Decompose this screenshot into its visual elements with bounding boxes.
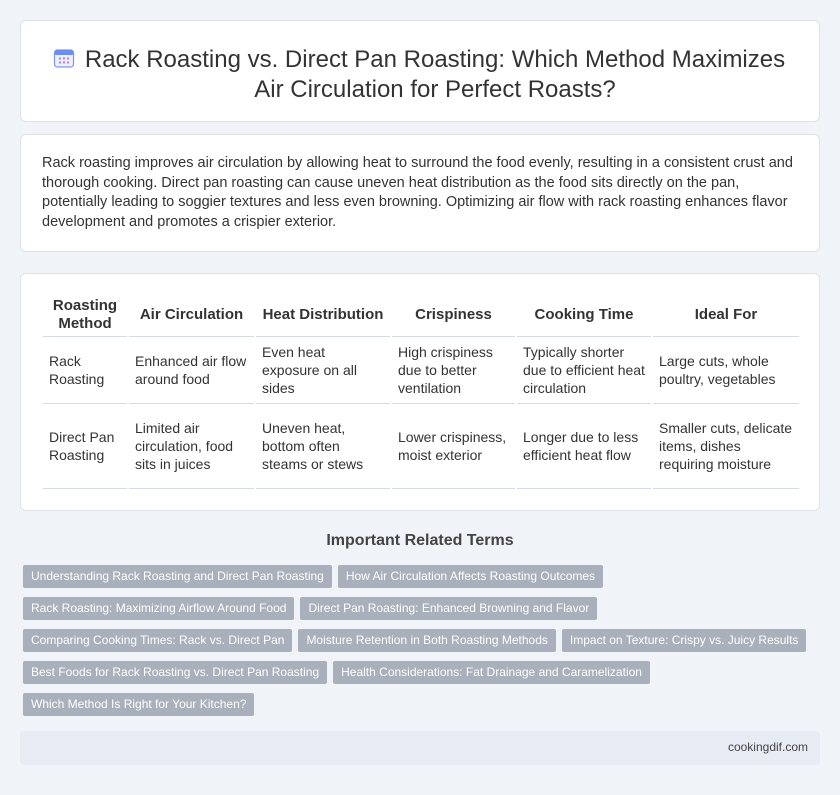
table-cell: Even heat exposure on all sides bbox=[255, 336, 391, 403]
table-cell: Typically shorter due to efficient heat circulation bbox=[516, 336, 652, 403]
related-tag[interactable]: Rack Roasting: Maximizing Airflow Around Food bbox=[23, 597, 294, 620]
column-header: Cooking Time bbox=[516, 294, 652, 336]
comparison-table bbox=[43, 294, 799, 489]
related-tag[interactable]: Direct Pan Roasting: Enhanced Browning and Flavor bbox=[300, 597, 597, 620]
table-cell: Lower crispiness, moist exterior bbox=[391, 403, 516, 488]
summary-card bbox=[20, 134, 820, 252]
column-header: Crispiness bbox=[391, 294, 516, 336]
column-header: Ideal For bbox=[652, 294, 799, 336]
column-header: Heat Distribution bbox=[255, 294, 391, 336]
page-title: Rack Roasting vs. Direct Pan Roasting: Which Method Maximizes Air Circulation for Perfect Roasts? bbox=[84, 46, 786, 103]
related-tag[interactable]: Understanding Rack Roasting and Direct Pan Roasting bbox=[23, 565, 332, 588]
table-header-row bbox=[43, 294, 799, 336]
title-card bbox=[20, 20, 820, 122]
table-cell: Direct Pan Roasting bbox=[43, 403, 128, 488]
column-header: Roasting Method bbox=[43, 294, 128, 336]
table-cell: Uneven heat, bottom often steams or stews bbox=[255, 403, 391, 488]
related-tag[interactable]: Moisture Retention in Both Roasting Methods bbox=[298, 629, 555, 652]
related-tag[interactable]: Which Method Is Right for Your Kitchen? bbox=[23, 693, 254, 716]
table-cell: Limited air circulation, food sits in juices bbox=[128, 403, 255, 488]
table-cell: Large cuts, whole poultry, vegetables bbox=[652, 336, 799, 403]
table-cell: Smaller cuts, delicate items, dishes requiring moisture bbox=[652, 403, 799, 488]
table-cell: High crispiness due to better ventilation bbox=[391, 336, 516, 403]
column-header: Air Circulation bbox=[128, 294, 255, 336]
table-cell: Rack Roasting bbox=[43, 336, 128, 403]
related-tag[interactable]: Impact on Texture: Crispy vs. Juicy Results bbox=[562, 629, 807, 652]
related-terms-heading: Important Related Terms bbox=[326, 532, 514, 549]
summary-text: Rack roasting improves air circulation by allowing heat to surround the food evenly, resulting in a consistent crust and thorough cooking. Direct pan roasting can cause uneven heat distribution as the food sits directly on the pan, potentially leading to soggier textures and less even browning. Optimizing air flow with rack roasting enhances flavor development and promotes a crispier exterior. bbox=[42, 155, 793, 230]
table-cell: Enhanced air flow around food bbox=[128, 336, 255, 403]
related-tag[interactable]: Comparing Cooking Times: Rack vs. Direct Pan bbox=[23, 629, 292, 652]
related-tag[interactable]: Health Considerations: Fat Drainage and Caramelization bbox=[333, 661, 650, 684]
footer-site-link[interactable]: cookingdif.com bbox=[727, 740, 808, 754]
table-row bbox=[43, 336, 799, 403]
comparison-table-card bbox=[20, 273, 820, 511]
related-tags bbox=[23, 565, 813, 725]
table-cell: Longer due to less efficient heat flow bbox=[516, 403, 652, 488]
footer bbox=[20, 731, 820, 765]
related-tag[interactable]: Best Foods for Rack Roasting vs. Direct Pan Roasting bbox=[23, 661, 327, 684]
table-row bbox=[43, 403, 799, 488]
related-tag[interactable]: How Air Circulation Affects Roasting Outcomes bbox=[338, 565, 603, 588]
